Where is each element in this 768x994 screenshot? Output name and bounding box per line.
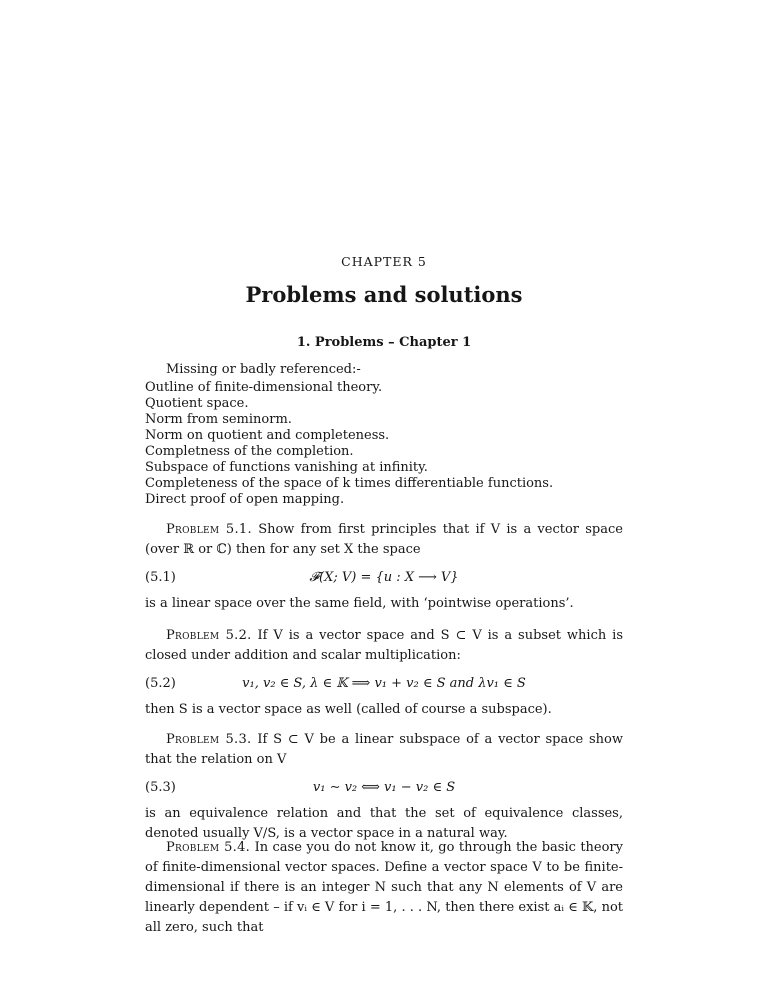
section-title: 1. Problems – Chapter 1	[296, 335, 472, 350]
problem-label: Problem 5.3.	[166, 732, 252, 747]
equation-number: (5.2)	[145, 676, 176, 691]
problem-label: Problem 5.4.	[166, 840, 251, 855]
missing-item: Completness of the completion.	[145, 444, 354, 459]
equation-body: v₁ ∼ v₂ ⟺ v₁ − v₂ ∈ S	[312, 780, 456, 795]
problem-text: In case you do not know it, go through the basic theory of finite-dimensional vector spaces. Define a vector space V to be finite-dimensional if there is an integer N such that any N elements of V are linearly dependent – if vᵢ ∈ V for i = 1, . . . N, then there exist aᵢ ∈ 𝕂, not all zero, such that	[145, 840, 623, 935]
problem-5-4-intro	[145, 838, 623, 938]
problem-5-1-intro	[145, 520, 623, 560]
problem-text: Show from first principles that if V is a vector space (over ℝ or ℂ) then for any set X the space	[145, 522, 623, 557]
chapter-title: Problems and solutions	[245, 282, 523, 307]
missing-item: Direct proof of open mapping.	[145, 492, 345, 507]
missing-intro: Missing or badly referenced:-	[166, 362, 361, 377]
missing-item: Norm from seminorm.	[145, 412, 292, 427]
equation-number: (5.3)	[145, 780, 176, 795]
problem-5-2-after: then S is a vector space as well (called of course a subspace).	[145, 702, 552, 717]
problem-5-2-intro	[145, 626, 623, 666]
equation-5-3	[145, 780, 623, 800]
problem-5-3-after: is an equivalence relation and that the set of equivalence classes, denoted usually V/S, is a vector space in a natural way.	[145, 806, 623, 841]
equation-body: 𝓕(X; V) = {u : X ⟶ V}	[309, 570, 459, 585]
equation-body: v₁, v₂ ∈ S, λ ∈ 𝕂 ⟹ v₁ + v₂ ∈ S and λv₁ ∈ S	[242, 676, 526, 691]
problem-text: If S ⊂ V be a linear subspace of a vector space show that the relation on V	[145, 732, 623, 767]
missing-item: Completeness of the space of k times differentiable functions.	[145, 476, 554, 491]
chapter-label: CHAPTER 5	[341, 254, 427, 269]
missing-item: Outline of finite-dimensional theory.	[145, 380, 383, 395]
equation-number: (5.1)	[145, 570, 176, 585]
problem-label: Problem 5.2.	[166, 628, 252, 643]
problem-label: Problem 5.1.	[166, 522, 252, 537]
problem-5-3-intro	[145, 730, 623, 770]
missing-item: Subspace of functions vanishing at infinity.	[145, 460, 428, 475]
equation-5-1	[145, 570, 623, 590]
equation-5-2	[145, 676, 623, 696]
problem-5-1-after: is a linear space over the same field, with ‘pointwise operations’.	[145, 596, 574, 611]
problem-text: If V is a vector space and S ⊂ V is a subset which is closed under addition and scalar multiplication:	[145, 628, 623, 663]
missing-item: Quotient space.	[145, 396, 249, 411]
missing-item: Norm on quotient and completeness.	[145, 428, 390, 443]
